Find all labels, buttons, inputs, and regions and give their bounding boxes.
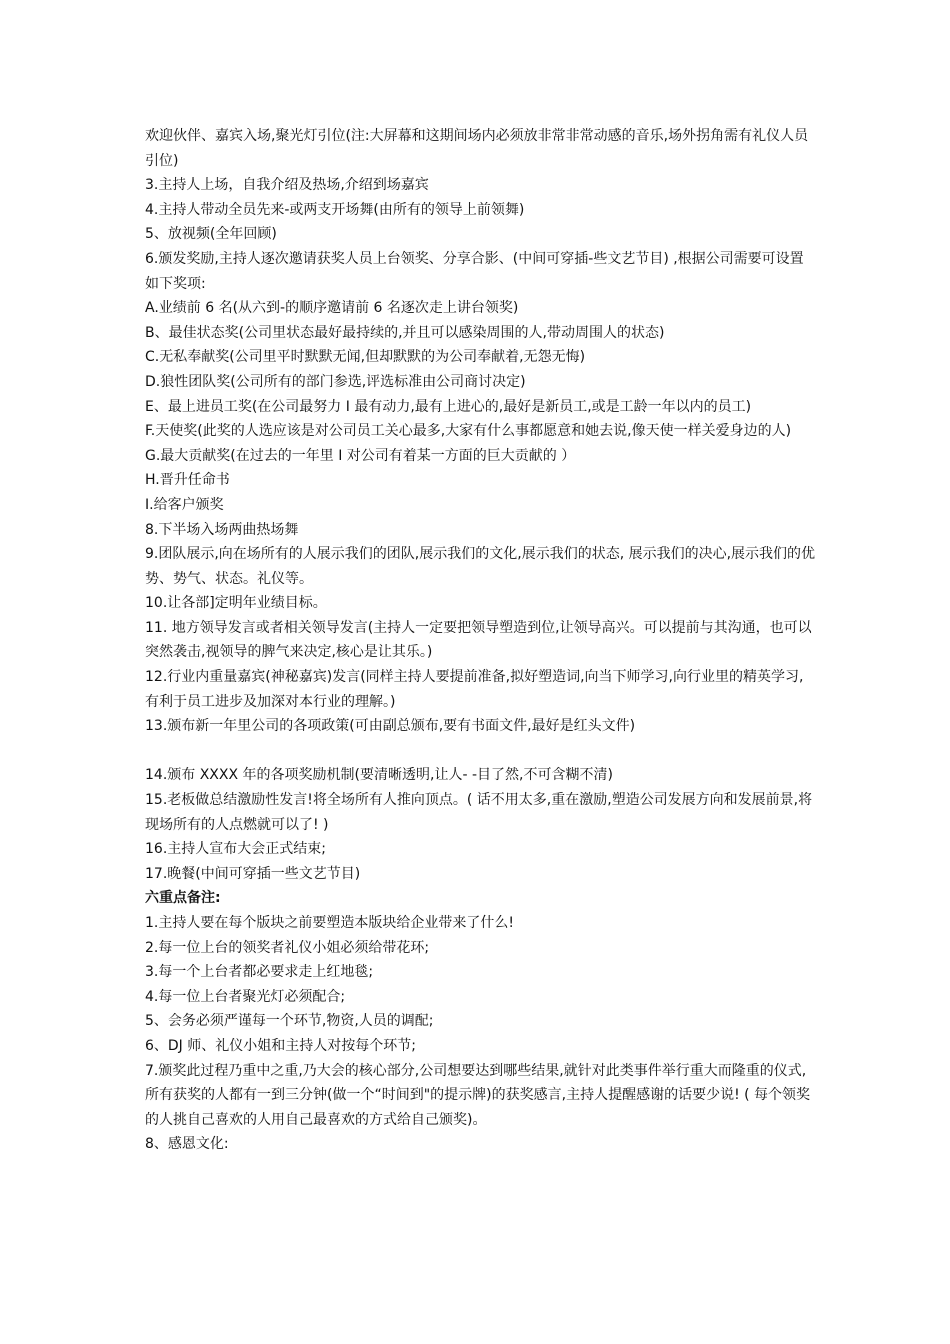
paragraph-line: C.无私奉献奖(公司里平时默默无闻,但却默默的为公司奉献着,无怨无悔) — [145, 349, 586, 366]
blank-line — [145, 739, 817, 764]
document-body — [145, 124, 817, 1157]
note-line: 1.主持人要在每个版块之前要塑造本版块给企业带来了什么! — [145, 915, 514, 931]
notes-heading: 六重点备注: — [145, 890, 221, 907]
paragraph-line: 17.晚餐(中间可穿插一些文艺节目) — [145, 865, 361, 882]
paragraph-line: 14.颁布 XXXX 年的各项奖励机制(要清晰透明,让人- -目了然,不可含糊不清) — [145, 767, 613, 784]
paragraph-line: 11. 地方领导发言或者相关领导发言(主持人一定要把领导塑造到位,让领导高兴。可以提前与其沟通，也可以突然袭击,视领导的脾气来决定,核心是让其乐。) — [145, 619, 812, 661]
paragraph-line: 12.行业内重量嘉宾(神秘嘉宾)发言(同样主持人要提前准备,拟好塑造词,向当下师学习,向行业里的精英学习,有利于员工进步及加深对本行业的理解。) — [145, 669, 804, 710]
paragraph-line: I.给客户颁奖 — [145, 496, 224, 513]
note-line: 4.每一位上台者聚光灯必须配合; — [145, 988, 346, 1005]
paragraph-line: H.晋升任命书 — [145, 472, 230, 489]
paragraph-line: 16.主持人宣布大会正式结束; — [145, 841, 326, 858]
paragraph-line: A.业绩前 6 名(从六到-的顺序邀请前 6 名逐次走上讲台领奖) — [145, 300, 519, 317]
paragraph-line: D.狼性团队奖(公司所有的部门参选,评选标准由公司商讨决定) — [145, 373, 526, 390]
paragraph-line: G.最大贡献奖(在过去的一年里 I 对公司有着某一方面的巨大贡献的 ） — [145, 447, 576, 464]
paragraph-line: B、最佳状态奖(公司里状态最好最持续的,并且可以感染周围的人,带动周围人的状态) — [145, 324, 665, 341]
note-line: 6、DJ 师、礼仪小姐和主持人对按每个环节; — [145, 1037, 416, 1054]
paragraph-line: F.天使奖(此奖的人选应该是对公司员工关心最多,大家有什么事都愿意和她去说,像天使一样关爱身边的人) — [145, 423, 792, 440]
paragraph-line: 10.让各部]定明年业绩目标。 — [145, 595, 327, 612]
paragraph-line: 15.老板做总结激励性发言!将全场所有人推向顶点。( 话不用太多,重在激励,塑造公司发展方向和发展前景,将现场所有的人点燃就可以了! ) — [145, 792, 813, 833]
paragraph-line: 5、放视频(全年回顾) — [145, 226, 277, 243]
paragraph-line: E、最上进员工奖(在公司最努力 I 最有动力,最有上进心的,最好是新员工,或是工龄一年以内的员工) — [145, 398, 752, 415]
note-line: 3.每一个上台者都必要求走上红地毯; — [145, 964, 374, 981]
note-line: 7.颁奖此过程乃重中之重,乃大会的核心部分,公司想要达到哪些结果,就针对此类事件举行重大而隆重的仪式,所有获奖的人都有一到三分钟(做一个“时间到"的提示牌)的获奖感言,主持人提醒感谢的话要少说! ( 每个领奖的人挑自己喜欢的人用自己最喜欢的方式给自己颁奖)。 — [145, 1062, 811, 1128]
paragraph-line: 13.颁布新一年里公司的各项政策(可由副总颁布,要有书面文件,最好是红头文件) — [145, 718, 636, 735]
note-line: 8、感恩文化: — [145, 1136, 229, 1153]
paragraph-line: 8.下半场入场两曲热场舞 — [145, 521, 299, 538]
paragraph-line: 4.主持人带动全员先来-或两支开场舞(由所有的领导上前领舞) — [145, 201, 525, 218]
note-line: 2.每一位上台的领奖者礼仪小姐必须给带花环; — [145, 939, 430, 956]
paragraph-line: 6.颁发奖励,主持人逐次邀请获奖人员上台领奖、分享合影、(中间可穿插-些文艺节目) ,根据公司需要可设置如下奖项: — [145, 250, 804, 292]
note-line: 5、会务必须严谨每一个环节,物资,人员的调配; — [145, 1013, 434, 1030]
paragraph-line: 欢迎伙伴、嘉宾入场,聚光灯引位(注:大屏幕和这期间场内必须放非常非常动感的音乐,场外拐角需有礼仪人员引位) — [145, 128, 809, 169]
paragraph-line: 3.主持人上场，自我介绍及热场,介绍到场嘉宾 — [145, 177, 429, 194]
paragraph-line: 9.团队展示,向在场所有的人展示我们的团队,展示我们的文化,展示我们的状态, 展示我们的决心,展示我们的优势、势气、状态。礼仪等。 — [145, 546, 816, 587]
